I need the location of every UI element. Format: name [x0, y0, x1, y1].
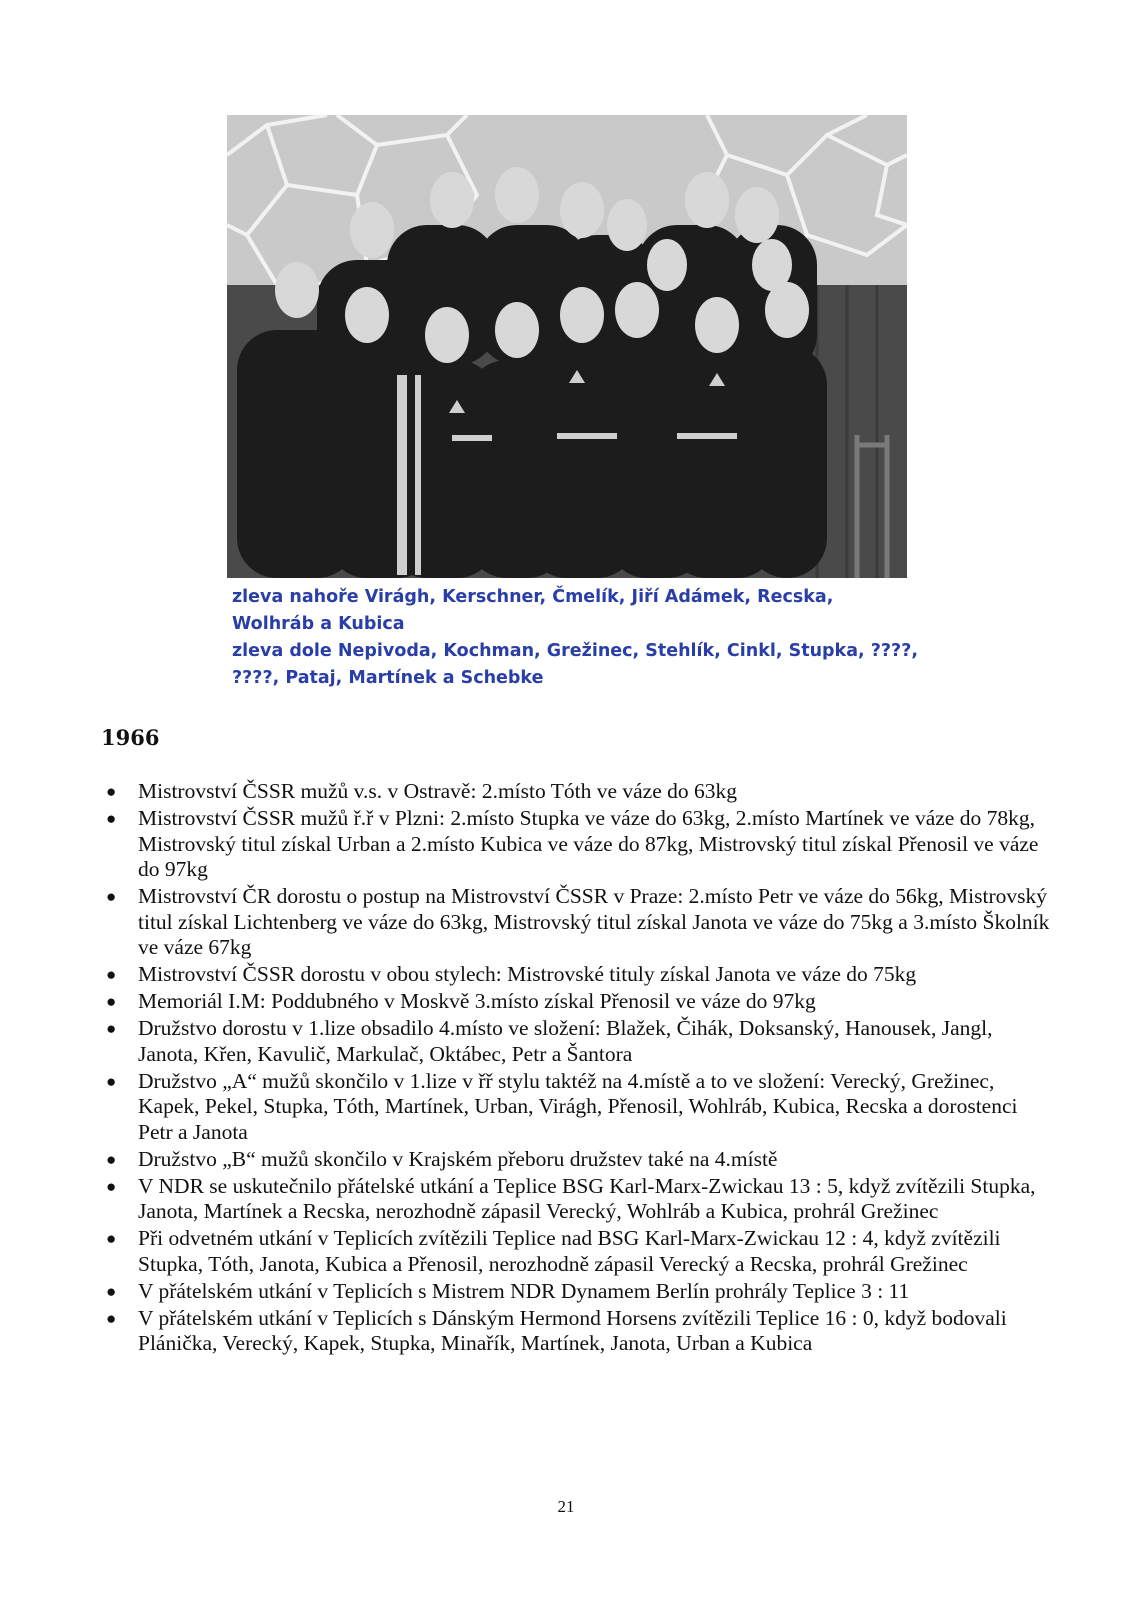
list-item-text: V NDR se uskutečnilo přátelské utkání a Teplice BSG Karl-Marx-Zwickau 13 : 5, když zvítězili Stupka, Janota, Martínek a Recska, nerozhodně zápasil Verecký, Wohlráb a Kubica, prohrál Grežinec — [138, 1173, 1036, 1223]
list-item-text: Při odvetném utkání v Teplicích zvítězili Teplice nad BSG Karl-Marx-Zwickau 12 : 4, když zvítězili Stupka, Tóth, Janota, Kubica a Přenosil, nerozhodně zápasil Verecký a Recska, prohrál Grežinec — [138, 1226, 1001, 1276]
page-number: 21 — [557, 1497, 575, 1516]
bullet-icon: ● — [106, 809, 117, 828]
bullet-icon: ● — [106, 992, 117, 1011]
team-photo — [227, 115, 907, 578]
caption-line: zleva dole Nepivoda, Kochman, Grežinec, Stehlík, Cinkl, Stupka, ????, — [232, 641, 919, 661]
list-item — [96, 1174, 1056, 1225]
bullet-icon: ● — [106, 965, 117, 984]
list-item — [96, 1279, 1056, 1305]
list-item-text: V přátelském utkání v Teplicích s Mistrem NDR Dynamem Berlín prohrály Teplice 3 : 11 — [138, 1278, 910, 1303]
bullet-icon: ● — [106, 1176, 117, 1196]
bullet-icon: ● — [106, 1071, 117, 1091]
bullet-icon: ● — [106, 1019, 117, 1038]
list-item-text: Družstvo „B“ mužů skončilo v Krajském přeboru družstev také na 4.místě — [138, 1146, 778, 1171]
list-item-text: Memoriál I.M: Poddubného v Moskvě 3.místo získal Přenosil ve váze do 97kg — [138, 989, 816, 1013]
bullet-icon: ● — [106, 1229, 117, 1248]
list-item — [96, 1226, 1056, 1277]
bullet-icon: ● — [106, 1149, 117, 1169]
list-item — [96, 989, 1056, 1015]
list-item-text: Družstvo dorostu v 1.lize obsadilo 4.místo ve složení: Blažek, Čihák, Doksanský, Hanousek, Jangl, Janota, Křen, Kavulič, Markulač, Oktábec, Petr a Šantora — [138, 1016, 993, 1066]
section-year-heading: 1966 — [101, 725, 160, 750]
list-item-text: Mistrovství ČSSR mužů v.s. v Ostravě: 2.místo Tóth ve váze do 63kg — [138, 779, 737, 803]
list-item — [96, 1016, 1056, 1067]
bullet-icon: ● — [106, 782, 117, 801]
team-photo-graphic — [227, 115, 907, 578]
list-item — [96, 1306, 1056, 1357]
list-item — [96, 884, 1056, 961]
bullet-icon: ● — [106, 1308, 117, 1328]
list-item — [96, 806, 1056, 883]
list-item-text: Družstvo „A“ mužů skončilo v 1.lize v řř stylu taktéž na 4.místě a to ve složení: Verecký, Grežinec, Kapek, Pekel, Stupka, Tóth, Martínek, Urban, Virágh, Přenosil, Wohlráb, Kubica, Recska a dorostenci Petr a Janota — [138, 1068, 1018, 1144]
list-item-text: Mistrovství ČSSR dorostu v obou stylech: Mistrovské tituly získal Janota ve váze do 75kg — [138, 962, 917, 986]
list-item — [96, 779, 1056, 805]
list-item — [96, 1147, 1056, 1173]
list-item-text: Mistrovství ČR dorostu o postup na Mistrovství ČSSR v Praze: 2.místo Petr ve váze do 56kg, Mistrovský titul získal Lichtenberg ve váze do 63kg, Mistrovský titul získal Janota ve váze do 75kg a 3.místo Školník ve váze 67kg — [138, 884, 1050, 959]
caption-line: ????, Pataj, Martínek a Schebke — [232, 668, 544, 688]
list-item-text: Mistrovství ČSSR mužů ř.ř v Plzni: 2.místo Stupka ve váze do 63kg, 2.místo Martínek ve váze do 78kg, Mistrovský titul získal Urban a 2.místo Kubica ve váze do 87kg, Mistrovský titul získal Přenosil ve váze do 97kg — [138, 806, 1039, 881]
bullet-icon: ● — [106, 887, 117, 906]
list-item-text: V přátelském utkání v Teplicích s Dánským Hermond Horsens zvítězili Teplice 16 : 0, když bodovali Plánička, Verecký, Kapek, Stupka, Minařík, Martínek, Janota, Urban a Kubica — [138, 1305, 1007, 1355]
results-list — [96, 779, 1056, 1358]
photo-caption — [232, 584, 932, 692]
list-item — [96, 962, 1056, 988]
caption-line: zleva nahoře Virágh, Kerschner, Čmelík, Jiří Adámek, Recska, — [232, 587, 834, 607]
list-item — [96, 1069, 1056, 1146]
caption-line: Wolhráb a Kubica — [232, 614, 405, 634]
bullet-icon: ● — [106, 1281, 117, 1301]
